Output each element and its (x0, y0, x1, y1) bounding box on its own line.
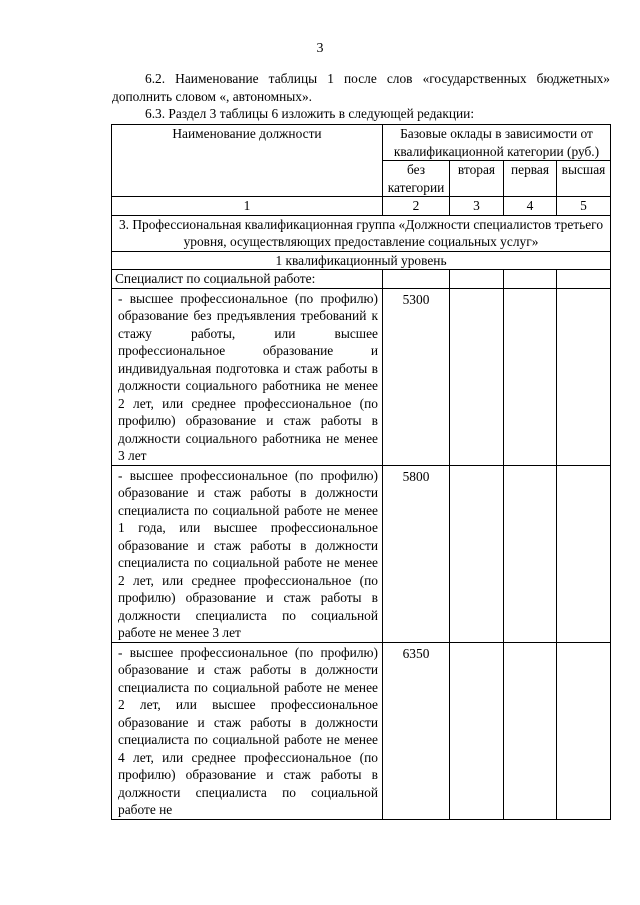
salary-no-category: 6350 (383, 642, 450, 819)
empty-cell (504, 270, 557, 289)
salary-highest (557, 288, 611, 465)
category-none-header: без категории (383, 161, 450, 197)
requirement-text: - высшее профессиональное (по профилю) образование и стаж работы в должности специалиста по социальной работе не менее 2 лет, или высшее профессиональное образование и стаж работы в должности специалиста по социальной работе не менее 4 лет, или среднее профессиональное (по профилю) образование и стаж работы в должности специалиста по социальной работе не (112, 642, 383, 819)
empty-cell (557, 270, 611, 289)
requirement-text: - высшее профессиональное (по профилю) образование без предъявления требований к стажу работы, или высшее профессиональное образование и индивидуальная подготовка и стаж работы в должности социального работника не менее 2 лет, или среднее профессиональное (по профилю) образование и стаж работы в должности социального работника не менее 3 лет (112, 288, 383, 465)
column-number: 3 (450, 197, 504, 216)
salary-second (450, 642, 504, 819)
salary-group-header: Базовые оклады в зависимости от квалификационной категории (руб.) (383, 125, 611, 161)
level-row (112, 251, 611, 270)
category-first-header: первая (504, 161, 557, 197)
section-title: 3. Профессиональная квалификационная группа «Должности специалистов третьего уровня, осуществляющих предоставление социальных услуг» (112, 215, 611, 251)
page-number: 3 (316, 41, 324, 56)
column-number-row (112, 197, 611, 216)
salary-first (504, 465, 557, 642)
column-number: 5 (557, 197, 611, 216)
salary-highest (557, 642, 611, 819)
position-title: Специалист по социальной работе: (112, 270, 383, 289)
salary-first (504, 288, 557, 465)
position-header: Наименование должности (112, 125, 383, 197)
header-row (112, 125, 611, 161)
column-number: 1 (112, 197, 383, 216)
salary-first (504, 642, 557, 819)
requirement-text: - высшее профессиональное (по профилю) образование и стаж работы в должности специалиста по социальной работе не менее 1 года, или высшее профессиональное образование и стаж работы в должности специалиста по социальной работе не менее 2 лет, или среднее профессиональное (по профилю) образование и стаж работы в должности специалиста по социальной работе не менее 3 лет (112, 465, 383, 642)
salary-table (111, 124, 611, 820)
table-row (112, 288, 611, 465)
table-row (112, 465, 611, 642)
paragraph-6-3: 6.3. Раздел 3 таблицы 6 изложить в следующей редакции: (145, 106, 475, 121)
qualification-level-title: 1 квалификационный уровень (112, 251, 611, 270)
empty-cell (450, 270, 504, 289)
column-number: 2 (383, 197, 450, 216)
empty-cell (383, 270, 450, 289)
salary-second (450, 465, 504, 642)
salary-highest (557, 465, 611, 642)
category-second-header: вторая (450, 161, 504, 197)
table-row (112, 642, 611, 819)
section-row (112, 215, 611, 251)
salary-second (450, 288, 504, 465)
category-highest-header: высшая (557, 161, 611, 197)
salary-no-category: 5800 (383, 465, 450, 642)
paragraph-6-2: 6.2. Наименование таблицы 1 после слов «государственных бюджетных» дополнить словом «, автономных». (112, 71, 610, 104)
column-number: 4 (504, 197, 557, 216)
salary-no-category: 5300 (383, 288, 450, 465)
position-title-row (112, 270, 611, 289)
